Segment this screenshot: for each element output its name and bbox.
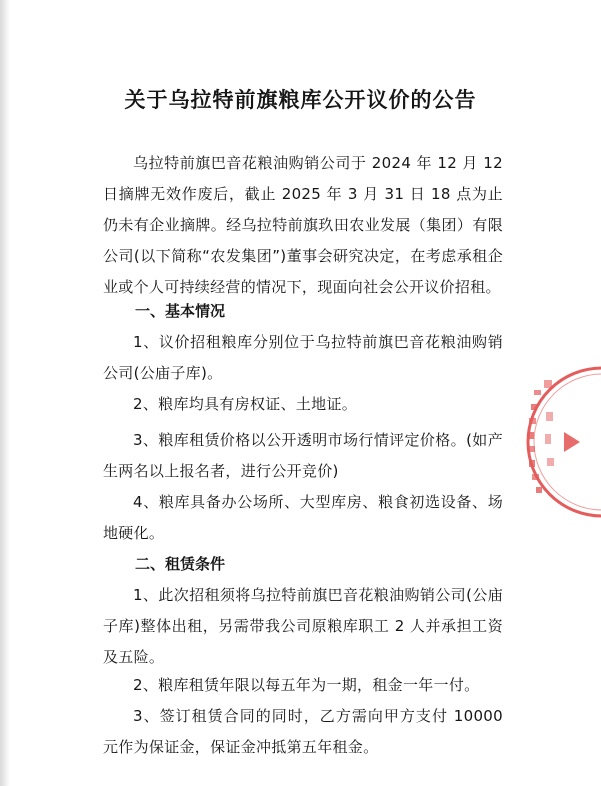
section-heading-basic-info: 一、基本情况 bbox=[135, 302, 226, 320]
basic-info-item-4: 4、粮库具备办公场所、大型库房、粮食初选设备、场地硬化。 bbox=[103, 493, 503, 542]
lease-terms-item-2: 2、粮库租赁年限以每五年为一期，租金一年一付。 bbox=[133, 676, 480, 694]
page-title: 关于乌拉特前旗粮库公开议价的公告 bbox=[124, 88, 477, 112]
basic-info-item-1: 1、议价招租粮库分别位于乌拉特前旗巴音花粮油购销公司(公庙子库)。 bbox=[103, 333, 503, 382]
intro-paragraph: 乌拉特前旗巴音花粮油购销公司于 2024 年 12 月 12 日摘牌无效作废后，截止 2025 年 3 月 31 日 18 点为止仍未有企业摘牌。经乌拉特前旗玖田农业发展（集团）有限公司(以下简称“农发集团”)董事会研究决定，在考虑承租企业或个人可持续经营的情况下，现面向社会公开议价招租。 bbox=[103, 154, 503, 296]
company-seal-stamp bbox=[522, 362, 601, 522]
page-edge-shadow bbox=[0, 0, 10, 786]
lease-terms-item-3: 3、签订租赁合同的同时，乙方需向甲方支付 10000 元作为保证金，保证金冲抵第五年租金。 bbox=[103, 707, 503, 756]
lease-terms-item-1: 1、此次招租须将乌拉特前旗巴音花粮油购销公司(公庙子库)整体出租，另需带我公司原粮库职工 2 人并承担工资及五险。 bbox=[103, 586, 503, 666]
section-heading-lease-terms: 二、租赁条件 bbox=[135, 555, 226, 573]
basic-info-item-3: 3、粮库租赁价格以公开透明市场行情评定价格。(如产生两名以上报名者，进行公开竞价) bbox=[103, 431, 503, 480]
basic-info-item-2: 2、粮库均具有房权证、土地证。 bbox=[133, 395, 358, 413]
